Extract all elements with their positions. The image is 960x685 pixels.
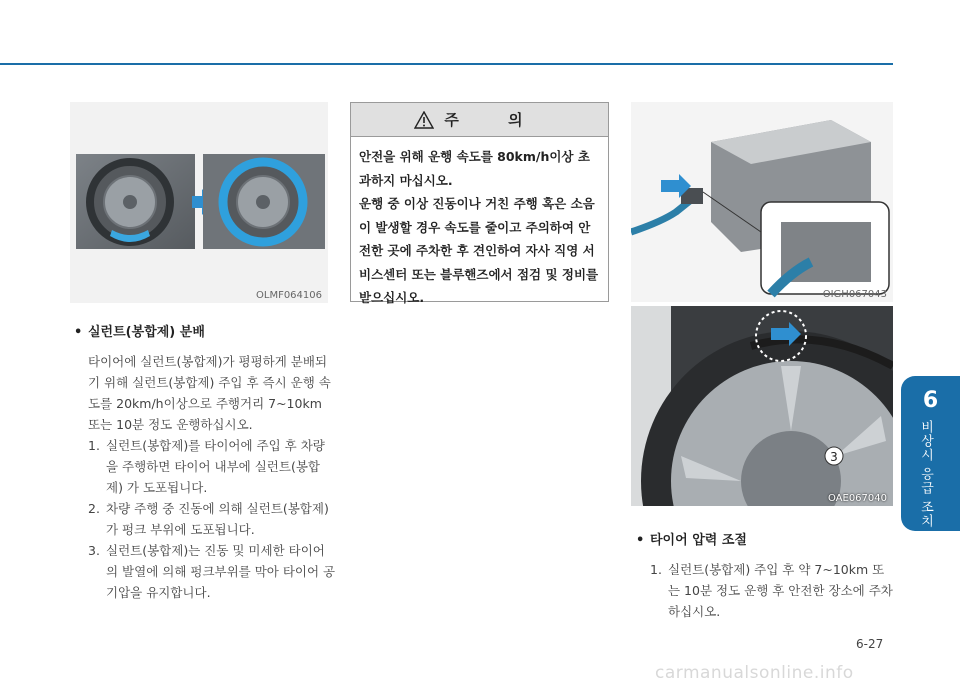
callout-number: 3 xyxy=(830,450,838,464)
caution-box xyxy=(350,102,609,305)
caution-header xyxy=(351,103,608,137)
section-title: • 타이어 압력 조절 xyxy=(636,533,747,548)
section-intro: 타이어에 실런트(봉합제)가 평평하게 분배되기 위해 실런트(봉합제) 주입 후 즉시 운행 속도를 20km/h이상으로 주행거리 7~10km 또는 10분 정도 운행하십시오. xyxy=(88,354,331,432)
pressure-section xyxy=(636,530,896,622)
figure-code: OAE067040 xyxy=(827,493,887,504)
chapter-number: 6 xyxy=(922,388,939,413)
page-number: 6-27 xyxy=(856,637,884,651)
chapter-label: 비상시 응급 조치 xyxy=(918,420,933,529)
sealant-steps xyxy=(74,435,336,603)
sealant-illustration xyxy=(70,102,328,303)
caution-title: 주 의 xyxy=(444,111,545,129)
sealant-section xyxy=(74,322,336,603)
watermark: carmanualsonline.info xyxy=(655,663,854,683)
warning-icon xyxy=(414,111,434,129)
compressor-illustration xyxy=(631,102,893,302)
caution-line: 안전을 위해 운행 속도를 80km/h이상 초과하지 마십시오. xyxy=(359,149,590,188)
figure-code: OIGH067043 xyxy=(822,289,887,300)
header-rule xyxy=(0,63,893,65)
wheel-illustration xyxy=(631,306,893,506)
figure-code: OLMF064106 xyxy=(256,290,322,301)
caution-text xyxy=(351,137,608,310)
list-item: 1. 실런트(봉합제) 주입 후 약 7~10km 또는 10분 정도 운행 후 안전한 장소에 주차하십시오. xyxy=(650,562,893,619)
compressor-figure xyxy=(631,102,893,302)
list-item: 1. 실런트(봉합제)를 타이어에 주입 후 차량을 주행하면 타이어 내부에 실런트(봉합제) 가 도포됩니다. xyxy=(88,438,325,495)
list-item: 2. 차량 주행 중 진동에 의해 실런트(봉합제)가 펑크 부위에 도포됩니다. xyxy=(88,501,329,537)
section-title: • 실런트(봉합제) 분배 xyxy=(74,325,205,340)
pressure-steps xyxy=(636,559,896,622)
list-item: 3. 실런트(봉합제)는 진동 및 미세한 타이어의 발열에 의해 펑크부위를 막아 타이어 공기압을 유지합니다. xyxy=(88,543,336,600)
chapter-tab[interactable] xyxy=(901,376,960,531)
wheel-figure xyxy=(631,306,893,506)
caution-line: 운행 중 이상 진동이나 거친 주행 혹은 소음이 발생할 경우 속도를 줄이고 주의하여 안전한 곳에 주차한 후 견인하여 자사 직영 서비스센터 또는 블루핸즈에서 점검 및 정비를 받으십시오. xyxy=(359,196,599,305)
sealant-figure xyxy=(70,102,328,303)
